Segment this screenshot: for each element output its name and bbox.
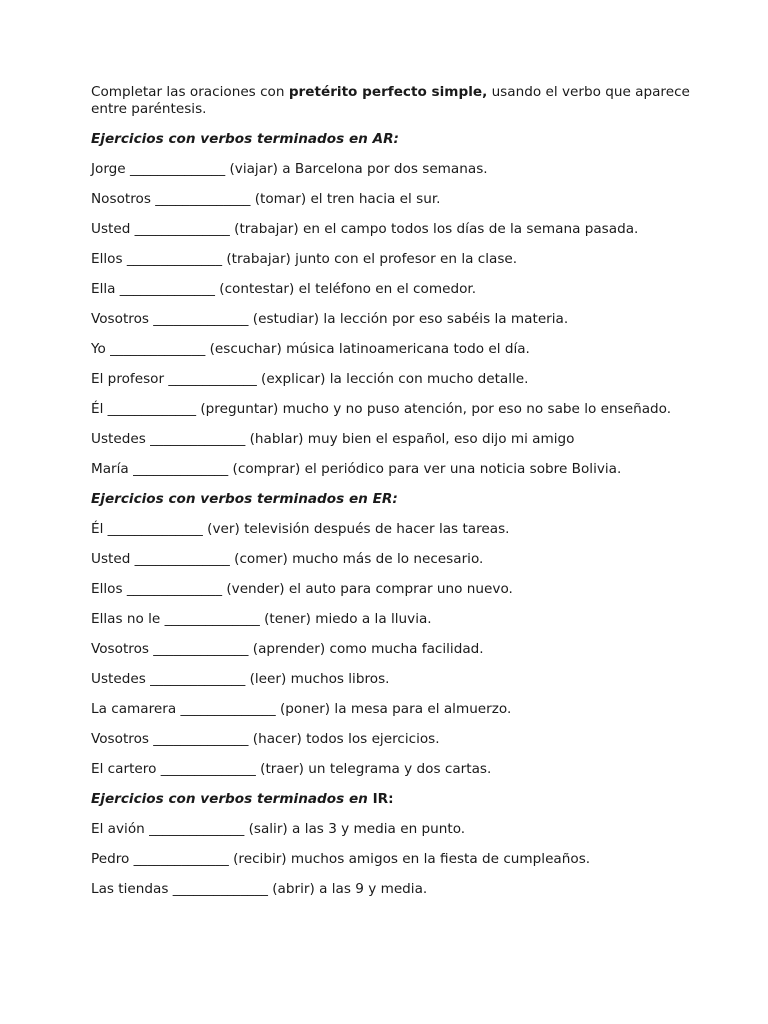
section-heading-ar: Ejercicios con verbos terminados en AR: xyxy=(91,131,399,147)
exercise-sentence: Ellas no le ______________ (tener) miedo a la lluvia. xyxy=(91,611,432,627)
instructions-text-start: Completar las oraciones con xyxy=(91,84,289,100)
exercise-sentence: La camarera ______________ (poner) la mesa para el almuerzo. xyxy=(91,701,512,717)
exercise-sentence: El profesor _____________ (explicar) la lección con mucho detalle. xyxy=(91,371,529,387)
exercise-sentence: Vosotros ______________ (aprender) como mucha facilidad. xyxy=(91,641,484,657)
section-heading-er: Ejercicios con verbos terminados en ER: xyxy=(91,491,398,507)
instructions xyxy=(91,84,711,118)
exercise-sentence: Ellos ______________ (trabajar) junto con el profesor en la clase. xyxy=(91,251,518,267)
exercise-sentence: Él _____________ (preguntar) mucho y no puso atención, por eso no sabe lo enseñado. xyxy=(91,401,672,417)
exercise-sentence: Él ______________ (ver) televisión después de hacer las tareas. xyxy=(91,521,510,537)
exercise-sentence: María ______________ (comprar) el periódico para ver una noticia sobre Bolivia. xyxy=(91,461,622,477)
exercise-sentence: Ustedes ______________ (leer) muchos libros. xyxy=(91,671,390,687)
instructions-text-end: usando el verbo que aparece entre paréntesis. xyxy=(91,84,690,117)
exercise-sentence: Usted ______________ (comer) mucho más de lo necesario. xyxy=(91,551,484,567)
section-heading-ir-text: Ejercicios con verbos terminados en xyxy=(91,791,373,807)
exercise-sentence: Ellos ______________ (vender) el auto para comprar uno nuevo. xyxy=(91,581,513,597)
worksheet-page xyxy=(91,84,711,911)
section-heading-ir xyxy=(91,791,711,808)
exercise-sentence: Jorge ______________ (viajar) a Barcelona por dos semanas. xyxy=(91,161,488,177)
exercise-sentence: Usted ______________ (trabajar) en el campo todos los días de la semana pasada. xyxy=(91,221,639,237)
exercise-sentence: El avión ______________ (salir) a las 3 y media en punto. xyxy=(91,821,466,837)
exercise-sentence: Las tiendas ______________ (abrir) a las 9 y media. xyxy=(91,881,428,897)
instructions-bold-term: pretérito perfecto simple, xyxy=(288,84,488,100)
exercise-sentence: Yo ______________ (escuchar) música latinoamericana todo el día. xyxy=(91,341,530,357)
exercise-sentence: El cartero ______________ (traer) un telegrama y dos cartas. xyxy=(91,761,492,777)
exercise-sentence: Ella ______________ (contestar) el teléfono en el comedor. xyxy=(91,281,477,297)
exercise-sentence: Vosotros ______________ (hacer) todos los ejercicios. xyxy=(91,731,440,747)
exercise-sentence: Vosotros ______________ (estudiar) la lección por eso sabéis la materia. xyxy=(91,311,569,327)
section-heading-ir-suffix: IR: xyxy=(372,791,394,807)
exercise-sentence: Pedro ______________ (recibir) muchos amigos en la fiesta de cumpleaños. xyxy=(91,851,591,867)
exercise-sentence: Ustedes ______________ (hablar) muy bien el español, eso dijo mi amigo xyxy=(91,431,575,447)
exercise-sentence: Nosotros ______________ (tomar) el tren hacia el sur. xyxy=(91,191,441,207)
